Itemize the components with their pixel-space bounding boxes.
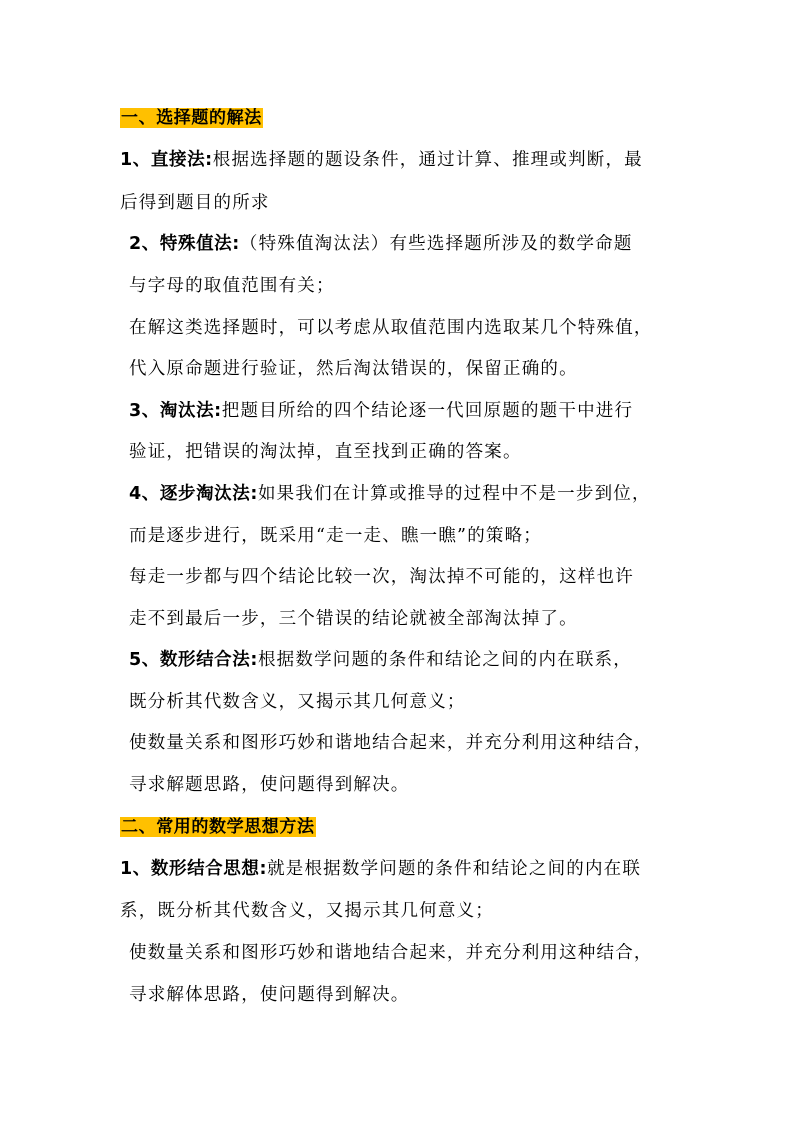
item-text: （特殊值淘汰法）有些选择题所涉及的数学命题 (239, 234, 633, 254)
paragraph-line (129, 399, 633, 423)
item-text: 寻求解题思路，使问题得到解决。 (129, 775, 410, 795)
paragraph-line (129, 524, 542, 548)
paragraph-line (120, 857, 641, 881)
paragraph-line (129, 357, 578, 381)
item-text: 根据数学问题的条件和结论之间的内在联系， (257, 650, 632, 670)
paragraph-line (120, 148, 643, 172)
section-heading-2 (120, 815, 316, 839)
item-text: 而是逐步进行，既采用“走一走、瞧一瞧”的策略； (129, 526, 542, 546)
item-title: 5、数形结合法: (129, 650, 258, 670)
paragraph-line (129, 440, 522, 464)
item-text: 就是根据数学问题的条件和结论之间的内在联 (267, 859, 642, 879)
item-text: 系，既分析其代数含义，又揭示其几何意义； (120, 901, 494, 921)
item-title: 1、直接法: (120, 150, 213, 170)
item-text: 既分析其代数含义，又揭示其几何意义； (129, 692, 466, 712)
paragraph-line (129, 941, 653, 965)
paragraph-line (129, 607, 578, 631)
paragraph-line (129, 565, 634, 589)
paragraph-line (129, 482, 651, 506)
section-heading-1-text: 一、选择题的解法 (121, 108, 262, 128)
paragraph-line (129, 232, 633, 256)
item-text: 与字母的取值范围有关； (129, 276, 335, 296)
item-title: 4、逐步淘汰法: (129, 484, 258, 504)
paragraph-line (129, 316, 653, 340)
item-title: 3、淘汰法: (129, 401, 222, 421)
paragraph-line (120, 191, 270, 215)
item-text: 代入原命题进行验证，然后淘汰错误的，保留正确的。 (129, 359, 578, 379)
item-title: 1、数形结合思想: (120, 859, 268, 879)
paragraph-line (129, 983, 410, 1007)
item-text: 验证，把错误的淘汰掉，直至找到正确的答案。 (129, 442, 522, 462)
section-heading-1 (120, 106, 263, 130)
item-text: 走不到最后一步，三个错误的结论就被全部淘汰掉了。 (129, 609, 578, 629)
paragraph-line (129, 731, 653, 755)
item-text: 后得到题目的所求 (120, 193, 270, 213)
item-text: 如果我们在计算或推导的过程中不是一步到位， (257, 484, 651, 504)
item-text: 把题目所给的四个结论逐一代回原题的题干中进行 (221, 401, 634, 421)
paragraph-line (129, 648, 632, 672)
paragraph-line (120, 899, 494, 923)
item-title: 2、特殊值法: (129, 234, 240, 254)
paragraph-line (129, 274, 335, 298)
section-heading-2-text: 二、常用的数学思想方法 (121, 817, 315, 837)
paragraph-line (129, 690, 466, 714)
item-text: 在解这类选择题时，可以考虑从取值范围内选取某几个特殊值， (129, 318, 653, 338)
item-text: 使数量关系和图形巧妙和谐地结合起来，并充分利用这种结合， (129, 943, 653, 963)
item-text: 寻求解体思路，使问题得到解决。 (129, 985, 410, 1005)
item-text: 根据选择题的题设条件，通过计算、推理或判断，最 (212, 150, 643, 170)
item-text: 每走一步都与四个结论比较一次，淘汰掉不可能的，这样也许 (129, 567, 634, 587)
paragraph-line (129, 773, 410, 797)
item-text: 使数量关系和图形巧妙和谐地结合起来，并充分利用这种结合， (129, 733, 653, 753)
